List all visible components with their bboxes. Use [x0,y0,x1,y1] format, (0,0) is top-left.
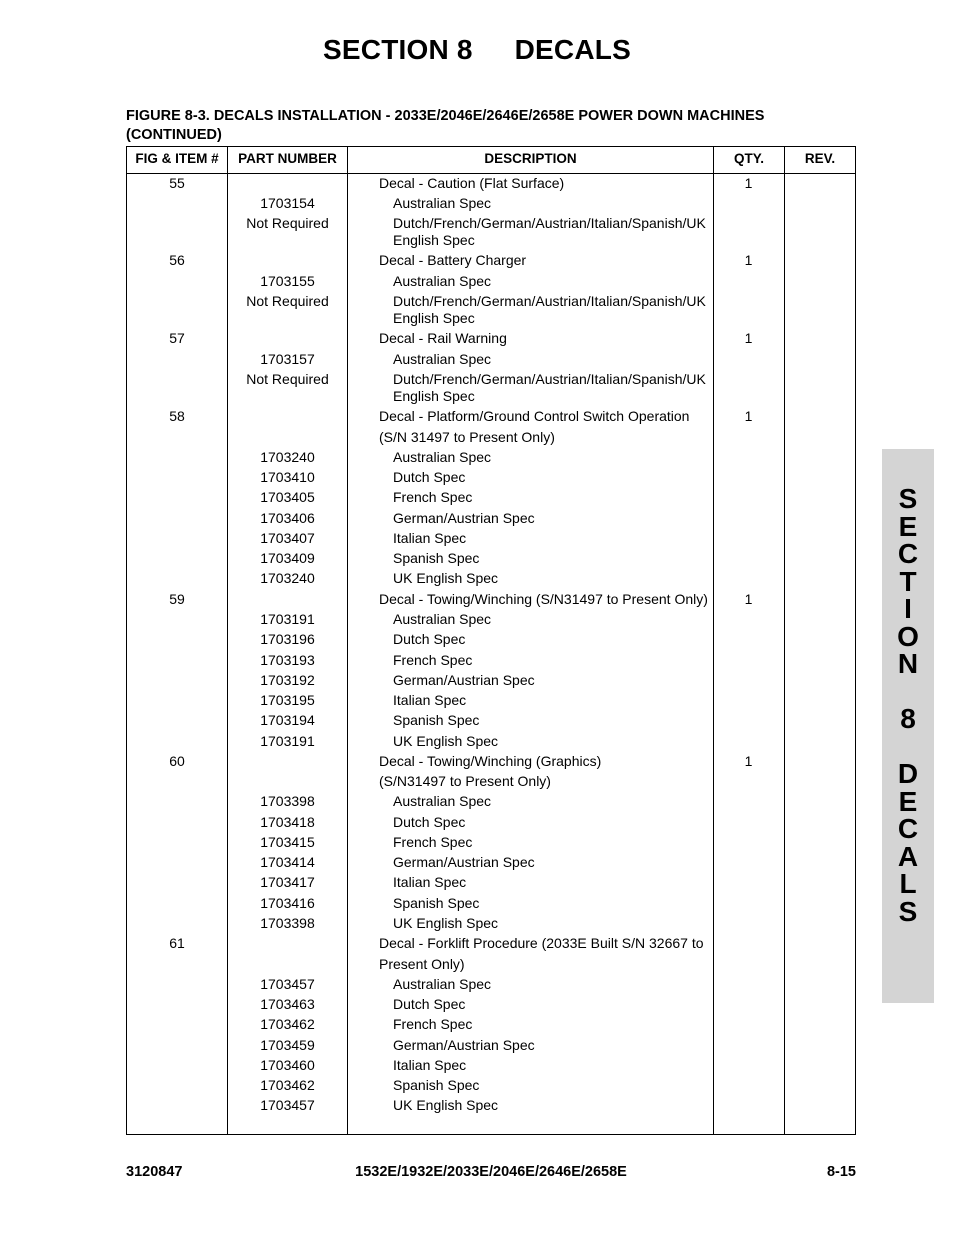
part-number-cell: 1703462 [260,1077,315,1093]
part-number-cell: 1703191 [260,733,315,749]
page-number: 8-15 [826,1164,856,1180]
header-rev: REV. [804,151,836,166]
part-number-cell: Not Required [246,371,329,387]
part-number-cell: 1703191 [260,611,315,627]
description-cell: Italian Spec [393,692,467,708]
description-cell: Australian Spec [393,793,492,809]
part-number-cell: 1703416 [260,895,315,911]
side-tab-char: I [904,593,912,624]
description-cell: German/Austrian Spec [393,1037,535,1053]
description-cell: Dutch Spec [393,996,466,1012]
description-cell: UK English Spec [393,1097,499,1113]
description-cell: Italian Spec [393,874,467,890]
table-header [127,147,855,174]
column-divider [784,147,785,1134]
description-cell: Australian Spec [393,273,492,289]
description-cell: Spanish Spec [393,1077,480,1093]
part-number-cell: 1703405 [260,489,315,505]
description-cell: Dutch/French/German/Austrian/Italian/Spanish/UK English Spec [393,371,706,404]
side-tab-char: E [898,510,918,542]
description-cell: Decal - Battery Charger [379,252,527,268]
qty-cell: 1 [744,591,753,607]
description-cell: Decal - Towing/Winching (S/N31497 to Present Only) [379,591,708,607]
column-divider [347,147,348,1134]
model-list: 1532E/1932E/2033E/2046E/2646E/2658E [355,1164,627,1180]
header-part-number: PART NUMBER [238,151,337,166]
description-cell: Spanish Spec [393,712,480,728]
description-cell: Australian Spec [393,611,492,627]
side-tab-char: O [897,620,919,652]
qty-cell: 1 [744,753,753,769]
side-tab-text [882,485,934,925]
description-cell: Decal - Platform/Ground Control Switch Operation [379,408,690,424]
description-cell: (S/N31497 to Present Only) [379,773,551,789]
side-tab-char: C [897,813,919,844]
description-cell: Spanish Spec [393,550,480,566]
part-number-cell: 1703418 [260,814,315,830]
part-number-cell: 1703414 [260,854,315,870]
part-number-cell: 1703398 [260,915,315,931]
description-cell: Decal - Caution (Flat Surface) [379,175,565,191]
figure-title: FIGURE 8-3. DECALS INSTALLATION - 2033E/2046E/2646E/2658E POWER DOWN MACHINES (CONTINUED) [126,108,765,143]
part-number-cell: 1703240 [260,449,315,465]
description-cell: Italian Spec [393,530,467,546]
part-number-cell: 1703193 [260,652,315,668]
description-cell: Decal - Towing/Winching (Graphics) [379,753,602,769]
part-number-cell: 1703192 [260,672,315,688]
header-description: DESCRIPTION [484,151,577,166]
qty-cell: 1 [744,175,753,191]
qty-cell: 1 [744,408,753,424]
doc-number: 3120847 [126,1164,183,1180]
part-number-cell: 1703154 [260,195,315,211]
side-tab-char: S [898,895,918,927]
description-cell: Dutch Spec [393,631,466,647]
part-number-cell: 1703407 [260,530,315,546]
description-cell: Italian Spec [393,1057,467,1073]
header-fig-item: FIG & ITEM # [135,151,219,166]
description-cell: Dutch Spec [393,814,466,830]
part-number-cell: 1703417 [260,874,315,890]
fig-item-cell: 58 [169,408,185,424]
description-cell: French Spec [393,652,473,668]
part-number-cell: 1703406 [260,510,315,526]
section-side-tab [882,449,934,1003]
side-tab-char: L [899,868,917,899]
description-cell: German/Austrian Spec [393,672,535,688]
part-number-cell: 1703457 [260,1097,315,1113]
fig-item-cell: 55 [169,175,185,191]
description-cell: Decal - Forklift Procedure (2033E Built S/N 32667 to [379,935,704,951]
part-number-cell: 1703196 [260,631,315,647]
description-cell: Dutch/French/German/Austrian/Italian/Spanish/UK English Spec [393,293,706,326]
description-cell: Australian Spec [393,976,492,992]
description-cell: Australian Spec [393,351,492,367]
side-tab-char: S [898,483,918,514]
description-cell: Australian Spec [393,195,492,211]
description-cell: Decal - Rail Warning [379,330,507,346]
part-number-cell: 1703194 [260,712,315,728]
description-cell: German/Austrian Spec [393,854,535,870]
part-number-cell: 1703195 [260,692,315,708]
qty-cell: 1 [744,252,753,268]
section-name: DECALS [514,34,631,65]
part-number-cell: 1703460 [260,1057,315,1073]
description-cell: Dutch Spec [393,469,466,485]
side-tab-char: E [898,785,918,817]
part-number-cell: 1703459 [260,1037,315,1053]
description-cell: Australian Spec [393,449,492,465]
side-tab-char: 8 [900,703,916,734]
part-number-cell: 1703415 [260,834,315,850]
fig-item-cell: 61 [169,935,185,951]
part-number-cell: 1703409 [260,550,315,566]
side-tab-char [882,733,934,761]
side-tab-char: D [897,758,919,789]
header-qty: QTY. [733,151,764,166]
part-number-cell: Not Required [246,215,329,231]
description-cell: Present Only) [379,956,465,972]
description-cell: German/Austrian Spec [393,510,535,526]
qty-cell: 1 [744,330,753,346]
part-number-cell: 1703462 [260,1016,315,1032]
section-label: SECTION 8 [323,34,473,65]
description-cell: Dutch/French/German/Austrian/Italian/Spanish/UK English Spec [393,215,706,248]
fig-item-cell: 56 [169,252,185,268]
description-cell: UK English Spec [393,915,499,931]
description-cell: Spanish Spec [393,895,480,911]
fig-item-cell: 60 [169,753,185,769]
description-cell: UK English Spec [393,570,499,586]
fig-item-cell: 57 [169,330,185,346]
description-cell: (S/N 31497 to Present Only) [379,429,555,445]
description-cell: French Spec [393,489,473,505]
side-tab-char: A [897,840,919,872]
description-cell: French Spec [393,834,473,850]
fig-item-cell: 59 [169,591,185,607]
part-number-cell: 1703463 [260,996,315,1012]
side-tab-char: N [897,648,919,679]
part-number-cell: Not Required [246,293,329,309]
part-number-cell: 1703157 [260,351,315,367]
part-number-cell: 1703457 [260,976,315,992]
section-title [0,34,954,66]
side-tab-char [882,678,934,706]
description-cell: UK English Spec [393,733,499,749]
side-tab-char: C [897,538,919,569]
part-number-cell: 1703410 [260,469,315,485]
part-number-cell: 1703240 [260,570,315,586]
part-number-cell: 1703398 [260,793,315,809]
side-tab-char: T [899,565,917,597]
description-cell: French Spec [393,1016,473,1032]
part-number-cell: 1703155 [260,273,315,289]
decals-table [126,146,856,1135]
